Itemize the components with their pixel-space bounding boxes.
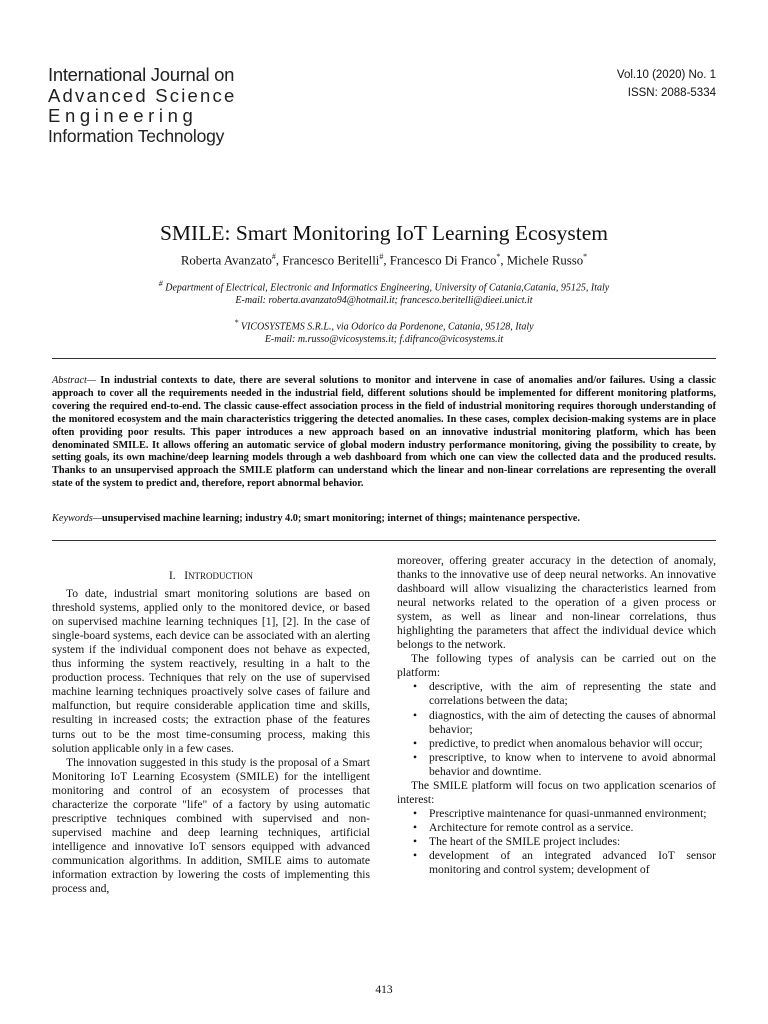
affiliation-mark: #: [158, 279, 163, 288]
analysis-types-list: [413, 680, 716, 778]
paragraph: moreover, offering greater accuracy in the detection of anomaly, thanks to the innovative use of deep neural networks. An innovative dashboard will allow visualizing the characteristics learned from neural networks related to the operation of a given process or system, as well as linear and non-linear correlations, thus highlighting the parameters that affect the individual device which belongs to the network.: [397, 554, 716, 652]
paper-title: SMILE: Smart Monitoring IoT Learning Ecosystem: [159, 221, 609, 245]
section-heading: [52, 569, 370, 583]
journal-name-line3: Engineering: [48, 105, 198, 126]
list-item: • diagnostics, with the aim of detecting the causes of abnormal behavior;: [413, 708, 716, 736]
journal-name-line4: Information Technology: [48, 126, 225, 146]
list-item: • Architecture for remote control as a service.: [413, 820, 634, 834]
journal-name-line2: Advanced Science: [48, 85, 237, 106]
author-list: Roberta Avanzato#, Francesco Beritelli#, Francesco Di Franco*, Michele Russo*: [180, 252, 588, 268]
list-item: • predictive, to predict when anomalous behavior will occur;: [413, 736, 703, 750]
author-mark: #: [271, 252, 276, 261]
journal-logo: [48, 64, 248, 146]
issn: ISSN: 2088-5334: [627, 87, 716, 99]
author-mark: *: [583, 252, 588, 261]
list-item: • development of an integrated advanced IoT sensor monitoring and control system; development of: [413, 848, 716, 877]
journal-name-line1: International Journal on: [48, 64, 235, 85]
paragraph: The SMILE platform will focus on two application scenarios of interest:: [397, 778, 716, 806]
author-name: Francesco Beritelli: [282, 253, 380, 268]
list-item: • prescriptive, to know when to intervene to avoid abnormal behavior and downtime.: [413, 750, 716, 778]
scenarios-list: [413, 807, 716, 877]
keywords-text: unsupervised machine learning; industry 4.0; smart monitoring; internet of things; maintenance perspective.: [101, 513, 580, 524]
abstract: [52, 375, 716, 491]
affiliation-address: Department of Electrical, Electronic and Informatics Engineering, University of Catania,Catania, 95125, Italy: [165, 282, 610, 294]
author-name: Roberta Avanzato: [180, 253, 272, 268]
abstract-label: Abstract—: [52, 375, 97, 386]
author-mark: *: [496, 252, 501, 261]
list-item: • Prescriptive maintenance for quasi-unmanned environment;: [413, 806, 707, 820]
divider: [52, 358, 716, 359]
section-title-rest: NTRODUCTION: [188, 571, 253, 581]
divider: [52, 540, 716, 541]
section-number: I.: [169, 570, 176, 582]
affiliation: [0, 316, 768, 346]
paragraph: The innovation suggested in this study is the proposal of a Smart Monitoring IoT Learning Ecosystem (SMILE) for the intelligent monitoring and control of an ecosystem of processes that characterize the corporate "life" of a factory by using automatic prescriptive techniques combined with supervised and non-supervised machine and deep learning techniques, artificial intelligence and innovative IoT sensors equipped with advanced communication algorithms. In addition, SMILE aims to automate information extraction by lowering the costs of implementing this process and,: [52, 755, 370, 896]
right-column: [397, 554, 716, 877]
left-column: [52, 569, 370, 896]
volume-number: Vol.10 (2020) No. 1: [616, 69, 716, 81]
keywords: [52, 513, 716, 524]
author-name: Michele Russo: [506, 253, 584, 268]
affiliation-email: E-mail: roberta.avanzato94@hotmail.it; francesco.beritelli@dieei.unict.it: [235, 295, 533, 307]
volume-info: [617, 66, 716, 102]
paragraph: The following types of analysis can be carried out on the platform:: [397, 652, 716, 680]
list-item: • The heart of the SMILE project includes:: [413, 834, 621, 848]
affiliation-address: VICOSYSTEMS S.R.L., via Odorico da Pordenone, Catania, 95128, Italy: [240, 321, 534, 333]
affiliation-email: E-mail: m.russo@vicosystems.it; f.difranco@vicosystems.it: [264, 334, 504, 346]
keywords-label: Keywords—: [52, 513, 102, 524]
paragraph: To date, industrial smart monitoring solutions are based on threshold systems, applied only to the monitored device, or based on supervised machine learning techniques [1], [2]. In the case of single-board systems, each device can be associated with an alerting system if the individual component does not behave as expected, thus informing the system reactively, resulting in a halt to the production process. Techniques that rely on the use of supervised machine learning techniques proactively solve cases of failure and malfunction, but require considerable application time and skills, resulting in increased costs; the extraction phase of the features turns out to be the most time-consuming process, making this solution applicable only in a few cases.: [52, 587, 370, 755]
author-name: Francesco Di Franco: [389, 253, 497, 268]
section-title-initial: I: [184, 570, 188, 582]
author-mark: #: [379, 252, 384, 261]
page-number: 413: [375, 984, 393, 996]
list-item: • descriptive, with the aim of representing the state and correlations between the data;: [413, 680, 716, 708]
abstract-text: In industrial contexts to date, there are several solutions to monitor and intervene in case of anomalies and/or failures. Using a classic approach to cover all the requirements needed in the industrial field, different solutions should be implemented for different monitoring platforms, covering the required end-to-end. The classic cause-effect association process in the field of industrial monitoring requires thorough understanding of the monitored ecosystem and the main characteristics triggering the detected anomalies. In these cases, complex decision-making systems are in place often providing poor results. This paper introduces a new approach based on an innovative industrial monitoring platform, which has been denominated SMILE. It allows offering an automatic service of global modern industry performance monitoring, giving the possibility to create, by setting goals, its own machine/deep learning models through a web dashboard from which one can view the collected data and the produced results. Thanks to an unsupervised approach the SMILE platform can understand which the linear and non-linear correlations are representing the overall state of the system to predict and, therefore, report abnormal behavior.: [52, 375, 716, 490]
affiliation-mark: *: [234, 318, 239, 327]
affiliation: [0, 277, 768, 307]
